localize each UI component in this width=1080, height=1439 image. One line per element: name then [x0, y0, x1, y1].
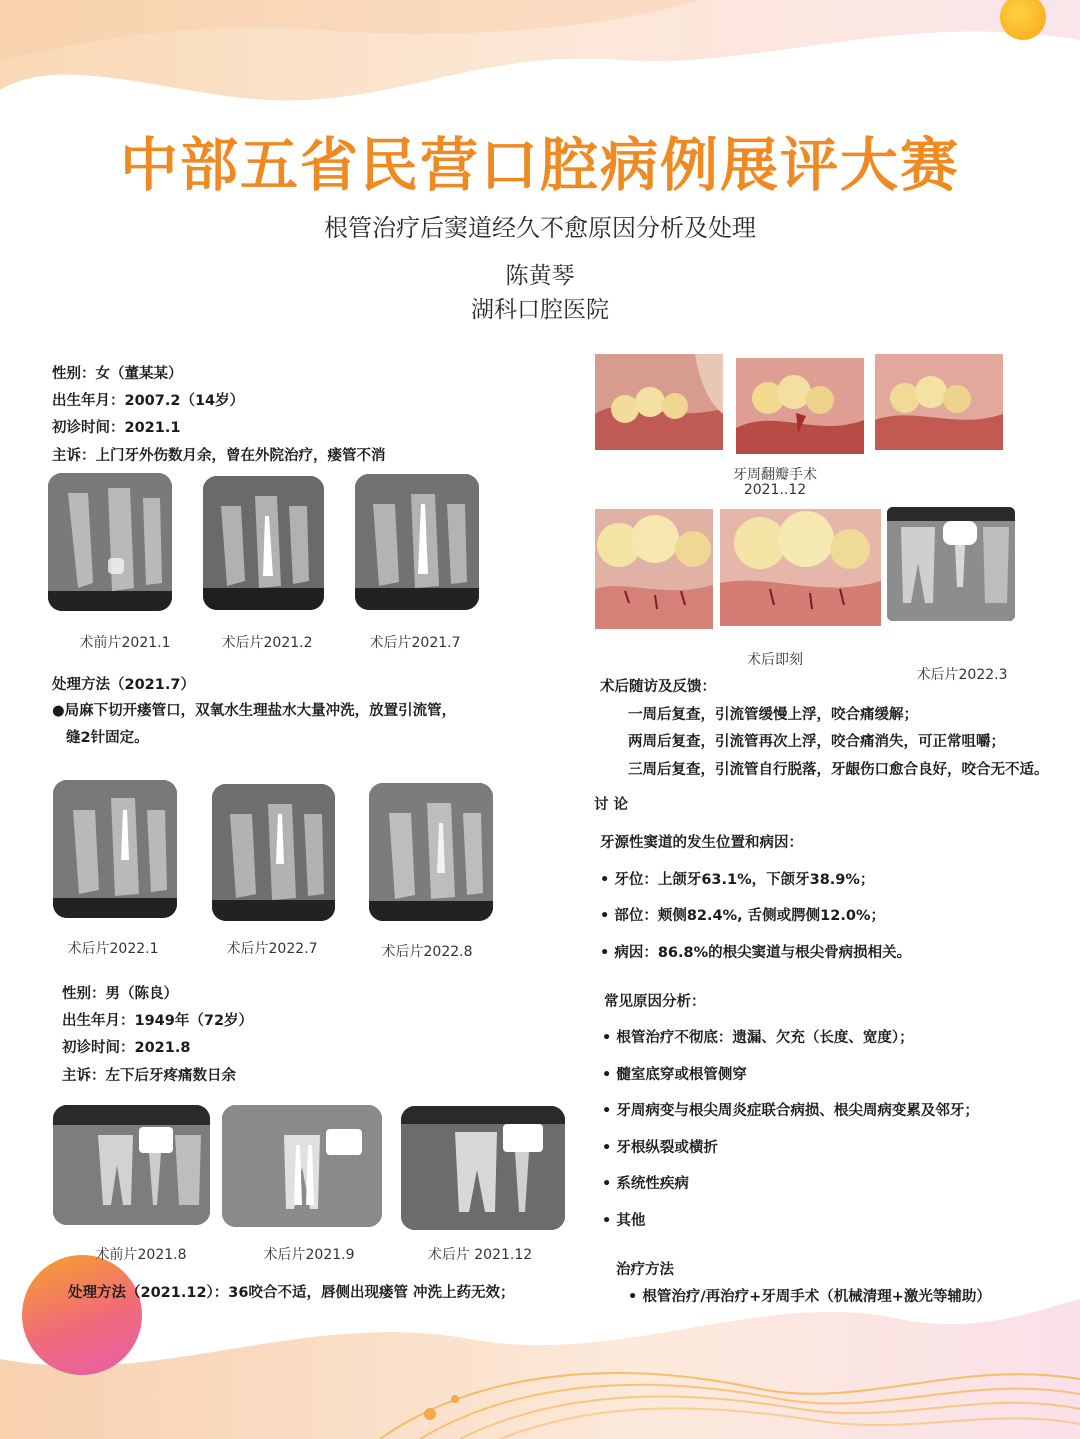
- case2-first-visit: 初诊时间：2021.8: [62, 1040, 191, 1056]
- discussion-title: 讨 论: [594, 797, 629, 813]
- cause-item-4: • 牙根纵裂或横折: [602, 1140, 718, 1156]
- postop-xray-caption: 术后片2022.3: [916, 667, 1008, 683]
- case1-xray-postop-2: [355, 474, 479, 610]
- surgery-photo-1: [595, 354, 723, 450]
- case2-xray-caption-3: 术后片 2021.12: [427, 1247, 533, 1263]
- postop-xray: [887, 507, 1015, 621]
- case2-xray-caption-1: 术前片2021.8: [95, 1247, 187, 1263]
- hospital-name: 湖科口腔医院: [471, 297, 609, 323]
- case2-gender: 性别：男（陈良）: [62, 986, 178, 1002]
- case1-xray-preop: [48, 473, 172, 611]
- surgery-caption: 牙周翻瓣手术: [733, 467, 817, 483]
- cause-item-6: • 其他: [602, 1213, 646, 1229]
- case1-gender: 性别：女（董某某）: [52, 366, 183, 382]
- surgery-caption-date: 2021..12: [743, 482, 807, 498]
- case1-xray-followup-3: [369, 783, 493, 921]
- case1-complaint: 主诉：上门牙外伤数月余，曾在外院治疗，瘘管不消: [52, 448, 386, 464]
- followup-line-1: 一周后复查，引流管缓慢上浮，咬合痛缓解；: [628, 707, 918, 723]
- case1-followup-caption-1: 术后片2022.1: [67, 941, 159, 957]
- case1-followup-caption-2: 术后片2022.7: [226, 941, 318, 957]
- bottom-wave-decoration: [0, 1249, 1080, 1439]
- case1-followup-caption-3: 术后片2022.8: [381, 944, 473, 960]
- surgery-photo-3: [875, 354, 1003, 450]
- discussion-item-2: • 部位：颊侧82.4%, 舌侧或腭侧12.0%；: [600, 908, 885, 924]
- postop-photo-1: [595, 509, 713, 629]
- case2-xray-postop-2: [401, 1106, 565, 1230]
- treatment-method-text: • 根管治疗/再治疗+牙周手术（机械清理+激光等辅助）: [628, 1289, 991, 1305]
- treatment-method-title: 治疗方法: [616, 1262, 674, 1278]
- case2-xray-caption-2: 术后片2021.9: [263, 1247, 355, 1263]
- cause-item-2: • 髓室底穿或根管侧穿: [602, 1067, 747, 1083]
- case1-treatment-line2: 缝2针固定。: [66, 730, 149, 746]
- followup-title: 术后随访及反馈：: [600, 679, 716, 695]
- cause-item-5: • 系统性疾病: [602, 1176, 689, 1192]
- case1-birth: 出生年月：2007.2（14岁）: [52, 393, 245, 409]
- case2-birth: 出生年月：1949年（72岁）: [62, 1013, 254, 1029]
- case2-xray-postop-1: [222, 1105, 382, 1227]
- case1-xray-followup-1: [53, 780, 177, 918]
- cause-item-3: • 牙周病变与根尖周炎症联合病损、根尖周病变累及邻牙；: [602, 1103, 979, 1119]
- causes-title: 常见原因分析：: [604, 994, 706, 1010]
- followup-line-3: 三周后复查，引流管自行脱落，牙龈伤口愈合良好，咬合无不适。: [628, 762, 1049, 778]
- followup-line-2: 两周后复查，引流管再次上浮，咬合痛消失，可正常咀嚼；: [628, 734, 1005, 750]
- case2-treatment: 处理方法（2021.12）：36咬合不适，唇侧出现瘘管 冲洗上药无效；: [68, 1285, 515, 1301]
- case1-xray-caption-2: 术后片2021.2: [221, 635, 313, 651]
- discussion-subtitle: 牙源性窦道的发生位置和病因：: [600, 835, 803, 851]
- case2-complaint: 主诉：左下后牙疼痛数日余: [62, 1068, 236, 1084]
- case1-first-visit: 初诊时间：2021.1: [52, 420, 181, 436]
- surgery-photo-2: [736, 358, 864, 454]
- discussion-item-1: • 牙位：上颌牙63.1%，下颌牙38.9%；: [600, 872, 875, 888]
- postop-photo-2: [720, 509, 881, 626]
- case1-xray-caption-3: 术后片2021.7: [369, 635, 461, 651]
- bottom-orb-decoration: [22, 1255, 142, 1375]
- case1-xray-caption-1: 术前片2021.1: [79, 635, 171, 651]
- case1-xray-followup-2: [212, 784, 335, 921]
- page-subtitle: 根管治疗后窦道经久不愈原因分析及处理: [324, 214, 756, 242]
- postop-immediate-caption: 术后即刻: [747, 652, 803, 668]
- case2-xray-preop: [53, 1105, 210, 1225]
- discussion-item-3: • 病因：86.8%的根尖窦道与根尖骨病损相关。: [600, 945, 912, 961]
- case1-treatment-line1: ●局麻下切开瘘管口，双氧水生理盐水大量冲洗，放置引流管，: [52, 703, 457, 719]
- case1-xray-postop-1: [203, 476, 324, 610]
- author-name: 陈黄琴: [505, 263, 575, 289]
- case1-treatment-title: 处理方法（2021.7）: [52, 677, 195, 693]
- cause-item-1: • 根管治疗不彻底：遗漏、欠充（长度、宽度）；: [602, 1030, 914, 1046]
- page-title: 中部五省民营口腔病例展评大赛: [119, 131, 960, 199]
